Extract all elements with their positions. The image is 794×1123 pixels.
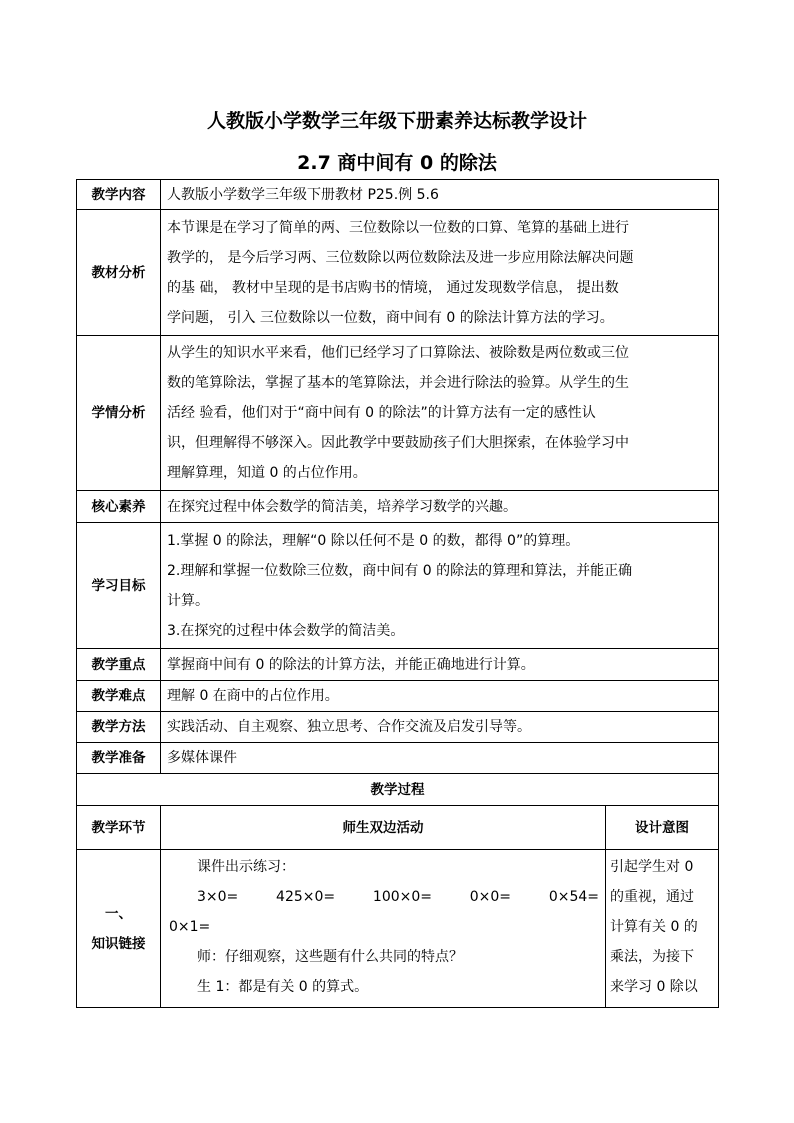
teacher-line: 师：仔细观察，这些题有什么共同的特点？ <box>197 949 463 965</box>
row-student-analysis <box>77 336 719 491</box>
row-difficulty <box>77 681 719 712</box>
text-line: 2.理解和掌握一位数除三位数，商中间有 0 的除法的算理和算法，并能正确 <box>167 562 633 579</box>
stage-1-intent <box>606 850 719 1008</box>
text-line: 的基 础， 教材中呈现的是书店购书的情境， 通过发现数学信息， 提出数 <box>167 279 619 296</box>
text-line: 教学的， 是今后学习两、三位数除以两位数除法及进一步应用除法解决问题 <box>167 249 634 266</box>
value-key-point: 掌握商中间有 0 的除法的计算方法，并能正确地进行计算。 <box>161 649 719 681</box>
label-teaching-content: 教学内容 <box>77 180 161 210</box>
exercise: 100×0= <box>372 889 432 905</box>
row-preparation <box>77 743 719 774</box>
lesson-plan-table <box>76 179 719 1008</box>
row-core-literacy <box>77 491 719 523</box>
column-intent: 设计意图 <box>606 806 719 850</box>
student-line: 生 1：都是有关 0 的算式。 <box>197 979 369 995</box>
label-learning-goals: 学习目标 <box>77 523 161 649</box>
row-process-columns <box>77 806 719 850</box>
document-title: 人教版小学数学三年级下册素养达标教学设计 <box>206 110 587 132</box>
value-student-analysis <box>161 336 719 491</box>
value-preparation: 多媒体课件 <box>161 743 719 774</box>
label-preparation: 教学准备 <box>77 743 161 774</box>
row-key-point <box>77 649 719 681</box>
row-material-analysis <box>77 210 719 336</box>
label-difficulty: 教学难点 <box>77 681 161 712</box>
value-methods: 实践活动、自主观察、独立思考、合作交流及启发引导等。 <box>161 712 719 743</box>
row-stage-1 <box>77 850 719 1008</box>
value-difficulty: 理解 0 在商中的占位作用。 <box>161 681 719 712</box>
row-methods <box>77 712 719 743</box>
exercise: 3×0= <box>197 889 239 905</box>
label-methods: 教学方法 <box>77 712 161 743</box>
stage-1-number: 一、 <box>105 905 132 922</box>
value-teaching-content: 人教版小学数学三年级下册教材 P25.例 5.6 <box>161 180 719 210</box>
row-teaching-content <box>77 180 719 210</box>
exercise: 0×0= <box>469 889 512 905</box>
text-line: 的重视，通过 <box>610 889 694 905</box>
value-core-literacy: 在探究过程中体会数学的简洁美，培养学习数学的兴趣。 <box>161 491 719 523</box>
text-line: 乘法，为接下 <box>610 949 694 965</box>
exercise: 425×0= <box>276 889 336 905</box>
row-process-header <box>77 774 719 806</box>
text-line: 学问题， 引入 三位数除以一位数，商中间有 0 的除法计算方法的学习。 <box>167 309 614 326</box>
text-line: 3.在探究的过程中体会数学的简洁美。 <box>167 622 405 639</box>
lesson-title: 2.7 商中间有 0 的除法 <box>297 152 497 174</box>
text-line: 从学生的知识水平来看，他们已经学习了口算除法、被除数是两位数或三位 <box>167 345 629 361</box>
text-line: 理解算理，知道 0 的占位作用。 <box>167 465 367 481</box>
text-line: 引起学生对 0 <box>610 859 694 875</box>
text-line: 课件出示练习： <box>197 859 295 875</box>
label-core-literacy: 核心素养 <box>77 491 161 523</box>
label-material-analysis: 教材分析 <box>77 210 161 336</box>
label-key-point: 教学重点 <box>77 649 161 681</box>
row-learning-goals <box>77 523 719 649</box>
text-line: 来学习 0 除以 <box>610 979 698 995</box>
value-material-analysis <box>161 210 719 336</box>
exercise: 0×54= <box>548 889 599 905</box>
text-line: 本节课是在学习了简单的两、三位数除以一位数的口算、笔算的基础上进行 <box>167 219 629 236</box>
text-line: 1.掌握 0 的除法，理解“0 除以任何不是 0 的数，都得 0”的算理。 <box>167 532 580 549</box>
label-student-analysis: 学情分析 <box>77 336 161 491</box>
column-activity: 师生双边活动 <box>161 806 606 850</box>
process-header: 教学过程 <box>77 774 719 806</box>
text-line: 识，但理解得不够深入。因此教学中要鼓励孩子们大胆探索，在体验学习中 <box>167 435 629 451</box>
stage-1-cell <box>77 850 161 1008</box>
text-line: 计算。 <box>167 592 209 609</box>
text-line: 计算有关 0 的 <box>610 919 698 935</box>
exercise: 0×1= <box>169 919 211 935</box>
stage-1-activity <box>161 850 606 1008</box>
value-learning-goals <box>161 523 719 649</box>
column-stage: 教学环节 <box>77 806 161 850</box>
exercise-row <box>169 882 601 912</box>
text-line: 活经 验看，他们对于“商中间有 0 的除法”的计算方法有一定的感性认 <box>167 405 596 421</box>
text-line: 数的笔算除法，掌握了基本的笔算除法，并会进行除法的验算。从学生的生 <box>167 375 629 391</box>
stage-1-name: 知识链接 <box>91 935 146 952</box>
